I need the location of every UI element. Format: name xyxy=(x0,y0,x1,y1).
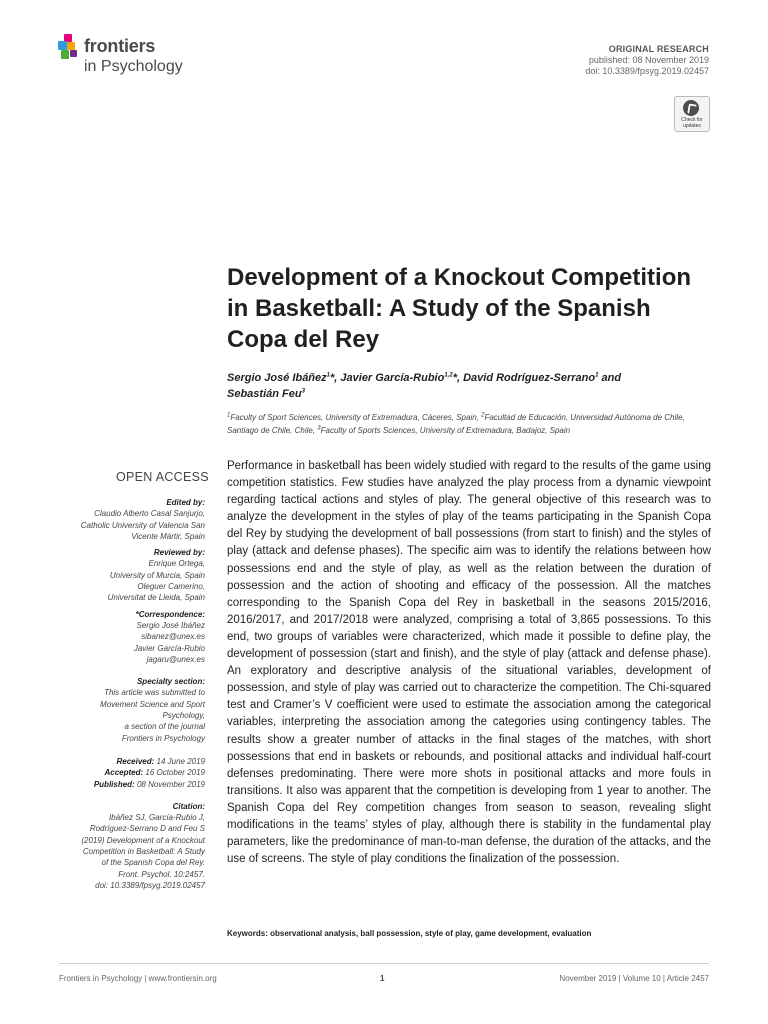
check-updates-label: Check for updates xyxy=(681,117,703,129)
citation-doi[interactable]: doi: 10.3389/fpsyg.2019.02457 xyxy=(95,880,205,890)
edited-by-heading: Edited by: xyxy=(166,498,205,507)
author-name[interactable]: Sebastián Feu xyxy=(227,388,302,400)
correspondent-name: Javier García-Rubio xyxy=(133,643,205,653)
citation-line: (2019) Development of a Knockout xyxy=(81,835,205,845)
editor-line: Claudio Alberto Casal Sanjurjo, xyxy=(94,509,205,519)
citation-line: Front. Psychol. 10:2457. xyxy=(118,869,205,879)
frontiers-logo-icon xyxy=(58,34,82,60)
correspondent-email[interactable]: jagaru@unex.es xyxy=(146,654,205,664)
article-meta xyxy=(585,44,709,77)
citation-line: Competition in Basketball: A Study xyxy=(82,847,205,857)
author-name[interactable]: David Rodríguez-Serrano xyxy=(463,372,596,384)
journal-brand: frontiers xyxy=(84,36,156,56)
reviewer-line: Enrique Ortega, xyxy=(148,559,205,569)
article-doi[interactable]: doi: 10.3389/fpsyg.2019.02457 xyxy=(585,66,709,76)
check-for-updates-button[interactable] xyxy=(674,96,710,132)
published-date-sidebar: Published: 08 November 2019 xyxy=(93,779,205,789)
author-name[interactable]: Javier García-Rubio xyxy=(340,372,445,384)
specialty-line: This article was submitted to xyxy=(104,688,205,698)
correspondence-heading: *Correspondence: xyxy=(135,609,205,619)
specialty-line: Psychology, xyxy=(162,711,205,721)
accepted-date: Accepted: 16 October 2019 xyxy=(104,768,205,778)
reviewed-by-heading: Reviewed by: xyxy=(153,548,205,558)
journal-name: in Psychology xyxy=(84,58,183,75)
editor-line: Catholic University of Valencia San xyxy=(80,520,205,530)
footer-journal-link[interactable]: Frontiers in Psychology | www.frontiersin.org xyxy=(59,974,217,983)
specialty-line: a section of the journal xyxy=(124,722,205,732)
reviewer-line: Oleguer Camerino, xyxy=(137,582,205,592)
correspondent-email[interactable]: sibanez@unex.es xyxy=(141,632,205,642)
reviewer-line: Universitat de Lleida, Spain xyxy=(107,593,205,603)
footer-issue-info: November 2019 | Volume 10 | Article 2457 xyxy=(559,974,709,983)
page-number: 1 xyxy=(380,974,385,983)
correspondent-name: Sergio José Ibáñez xyxy=(136,620,205,630)
citation-line: Rodríguez-Serrano D and Feu S xyxy=(89,824,205,834)
journal-logo xyxy=(58,34,218,80)
reviewer-line: University of Murcia, Spain xyxy=(109,570,205,580)
open-access-label: OPEN ACCESS xyxy=(116,470,209,484)
author-list: Sergio José Ibáñez$^1$*, Javier García-Rubio$^{1,2}$*, David Rodríguez-Serrano$^1$ and Sebastián Feu$^3$ xyxy=(227,372,622,400)
editor-line: Vicente Mártir, Spain xyxy=(131,531,205,541)
check-updates-icon xyxy=(683,100,699,116)
citation-line: Ibáñez SJ, García-Rubio J, xyxy=(108,813,205,823)
abstract-text: Performance in basketball has been widely studied with regard to the results of the game using competition statistics. Few studies have analyzed the play process from a dynamic viewpoint regarding tactical actions and styles of play. The general objective of this research was to analyze the development in the styles of play of the teams participating in the Spanish Copa del Rey by studying the development of ball possessions (from start to finish) and the styles of play (attack and defense phases). The specific aim was to identify the relations between how possessions end and the style of play, as well as the relation between the duration of possession and the action of shooting and efficacy of the possession. All the matches corresponding to the Spanish Copa del Rey in basketball in the seasons 2015/2016, 2016/2017, and 2017/2018 were analyzed, comprising a total of 3,865 possessions. To this end, two groups of variables were characterized, which made it possible to define play, the development of possession (start and finish), and the style of play (attack and defense phase). An exploratory and descriptive analysis of the situational variables, development of possession, and style of play was carried out to characterize the competition. The Chi-squared test and Cramer’s V coefficient were used to estimate the association among the categorical variables, interpreting the association among the categories using contingency tables. The results show a greater number of attacks in the final stages of the matches, with short possessions that end in baskets or rebounds, and positional attacks and individual half-court defenses predominating. There were more shots in positional attacks and more fouls in transitions. It also was apparent that the competition is developing from 1 year to another. The Spanish Copa del Rey competition changes from season to season, revealing slight modifications in the teams’ styles of play, although there is stability in the fundamental play parameters, like the predominance of man-to-man defense, the duration of the attacks, and the use of screens. The style of play conditions the finalization of the possession. xyxy=(227,460,711,866)
specialty-line: Frontiers in Psychology xyxy=(121,733,205,743)
specialty-line: Movement Science and Sport xyxy=(100,699,205,709)
received-date: Received: 14 June 2019 xyxy=(116,756,205,766)
citation-line: of the Spanish Copa del Rey. xyxy=(101,858,205,868)
affiliations: $^1$Faculty of Sport Sciences, University of Extremadura, Cáceres, Spain, $^2$Facultad de Educación, Universidad Autónoma de Chile, Santiago de Chile, Chile, $^3$Faculty of Sports Sciences, University of Extremadura, Badajoz, Spain xyxy=(227,412,685,435)
author-name[interactable]: Sergio José Ibáñez xyxy=(227,372,327,384)
article-info-sidebar xyxy=(40,497,205,891)
published-date: published: 08 November 2019 xyxy=(588,55,709,65)
footer-divider xyxy=(59,963,709,964)
citation-heading: Citation: xyxy=(172,801,205,811)
specialty-heading: Specialty section: xyxy=(136,677,205,687)
article-type: ORIGINAL RESEARCH xyxy=(608,44,709,54)
keywords-line: Keywords: observational analysis, ball possession, style of play, game development, evaluation xyxy=(227,929,592,938)
paper-title: Development of a Knockout Competition in Basketball: A Study of the Spanish Copa del Rey xyxy=(227,264,692,353)
